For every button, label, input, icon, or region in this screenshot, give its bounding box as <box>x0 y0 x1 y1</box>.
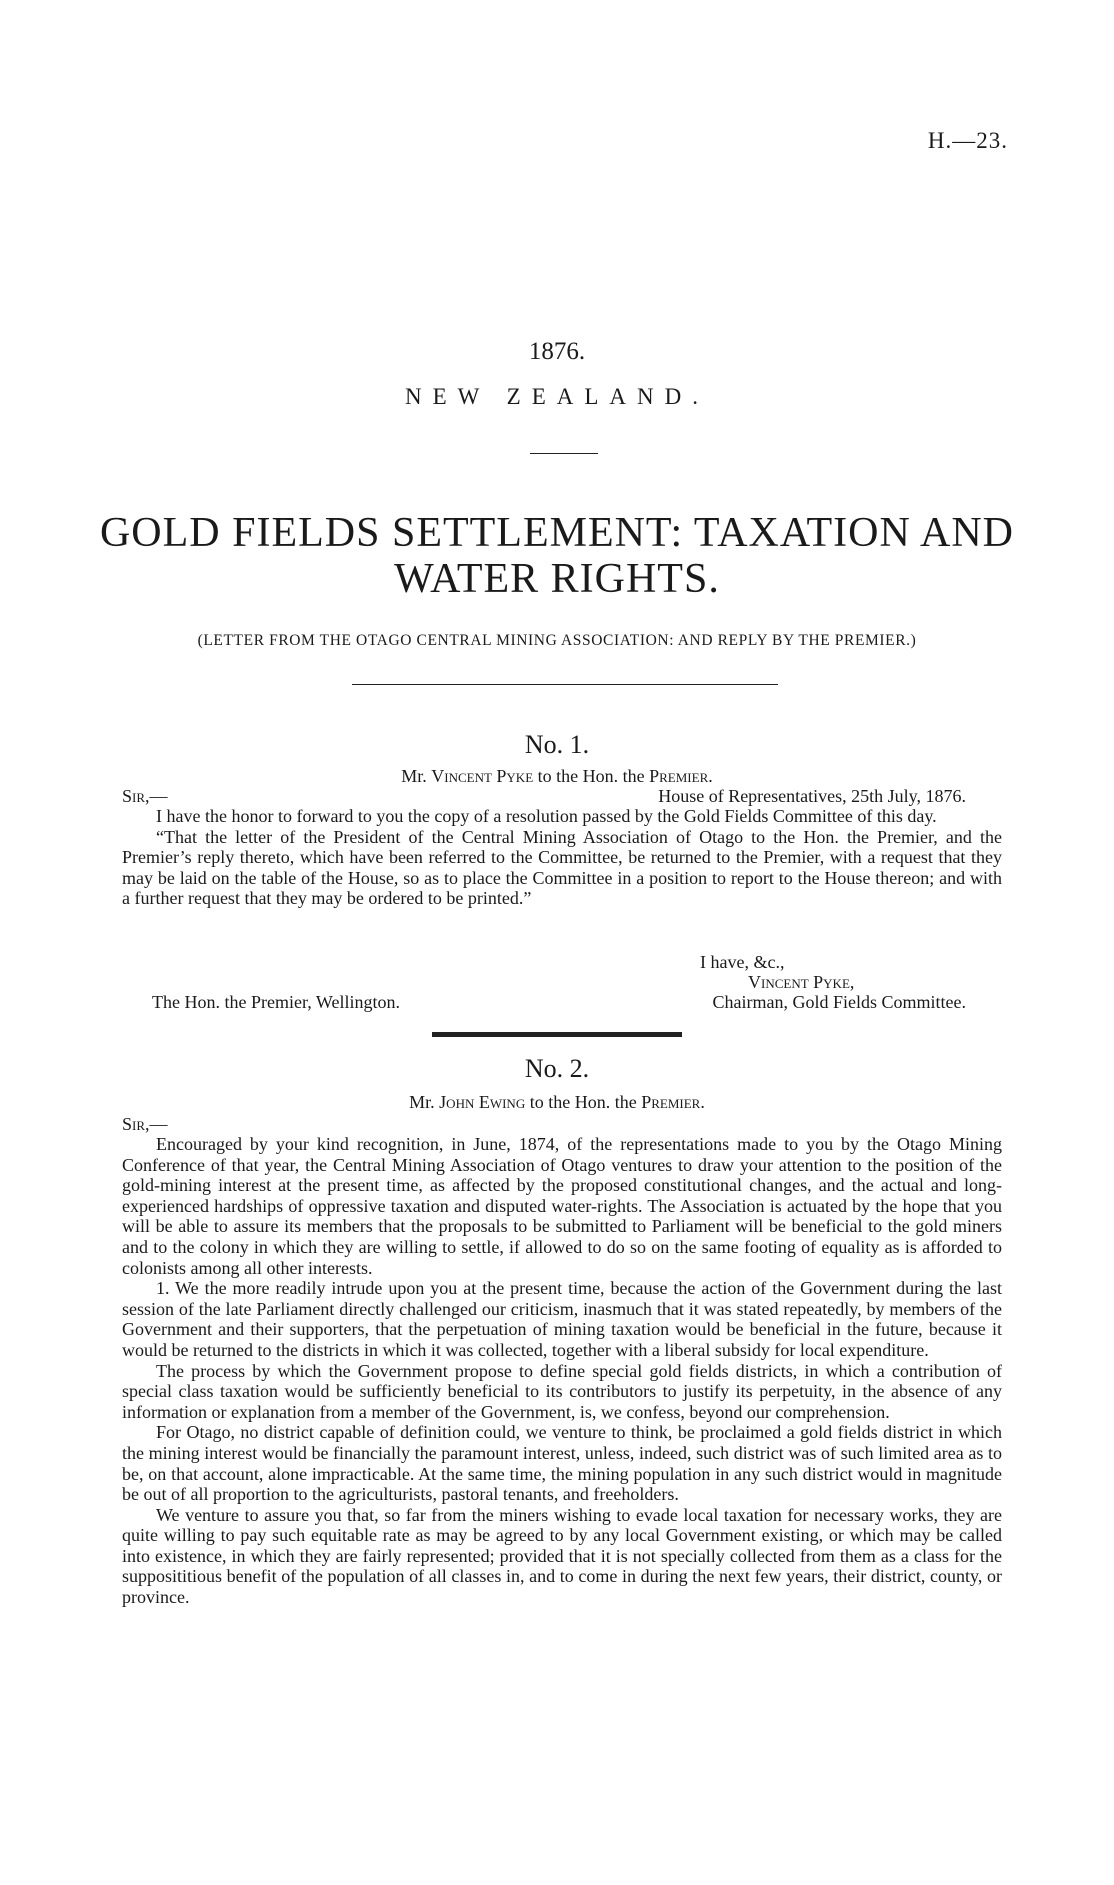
letter-1-body <box>122 806 1002 909</box>
letter-2-heading <box>0 1092 1114 1113</box>
letter-2-paragraph: The process by which the Government propose to define special gold fields districts, in which a contribution of special class taxation would be sufficiently beneficial to its contributors to justify its perpetuity, in the absence of any information or explanation from a member of the Government, is, we confess, beyond our comprehension. <box>122 1360 1002 1422</box>
letter-2-heading-prefix: Mr. <box>409 1092 435 1112</box>
document-subtitle: (LETTER FROM THE OTAGO CENTRAL MINING ASSOCIATION: AND REPLY BY THE PREMIER.) <box>197 632 917 649</box>
letter-2-paragraph: For Otago, no district capable of definition could, we venture to think, be proclaimed a gold fields district in which the mining interest would be financially the paramount interest, unless, indeed, such district was of such limited area as to be, on that account, alone impracticable. At the same time, the mining population in any such district would in magnitude be out of all proportion to the agriculturists, pastoral tenants, and freeholders. <box>122 1422 1002 1505</box>
letter-2-salutation: Sir,— <box>122 1114 168 1134</box>
letter-1-heading-prefix: Mr. <box>401 766 427 786</box>
letter-2-paragraph: Encouraged by your kind recognition, in June, 1874, of the representations made to you by the Otago Mining Conference of that year, the Central Mining Association of Otago ventures to draw your attention to the position of the gold-mining interest at the present time, as affected by the proposed constitutional changes, and the actual and long-experienced hardships of oppressive taxation and disputed water-rights. The Association is actuated by the hope that you will be able to assure its members that the proposals to be submitted to Parliament will be beneficial to the gold miners and to the colony in which they are willing to settle, if allowed to do so on the same footing of equality as is afforded to colonists among all other interests. <box>122 1134 1002 1278</box>
letter-1-recipient: Premier. <box>649 766 713 786</box>
letter-2-recipient: Premier. <box>641 1092 705 1112</box>
letter-2-number: No. 2. <box>524 1054 590 1083</box>
title-line-1: GOLD FIELDS SETTLEMENT: TAXATION AND <box>99 510 1015 556</box>
section-rule <box>352 684 778 685</box>
letter-1-heading <box>0 766 1114 787</box>
title-line-2: WATER RIGHTS. <box>394 556 720 602</box>
page-reference: H.—23. <box>927 128 1008 153</box>
letter-1-signature-title: Chairman, Gold Fields Committee. <box>712 992 966 1012</box>
country: NEW ZEALAND. <box>404 384 710 409</box>
letter-1-sender: Vincent Pyke <box>431 766 534 786</box>
letter-1-signature: Vincent Pyke, <box>748 972 855 992</box>
letter-1-addressee: The Hon. the Premier, Wellington. <box>152 992 400 1012</box>
letter-1-place-date: House of Representatives, 25th July, 1876. <box>658 786 966 806</box>
letter-2-paragraph: 1. We the more readily intrude upon you at the present time, because the action of the Government during the last session of the late Parliament directly challenged our criticism, inasmuch that it was stated repeatedly, by members of the Government and their supporters, that the perpetuation of mining taxation would be beneficial in the future, because it would be returned to the districts in which it was collected, together with a liberal subsidy for local expenditure. <box>122 1278 1002 1360</box>
letter-1-number: No. 1. <box>524 730 590 759</box>
letter-2-body <box>122 1134 1002 1608</box>
document-title <box>0 510 1114 602</box>
letter-1-closing: I have, &c., <box>700 952 785 972</box>
letter-2-paragraph: We venture to assure you that, so far from the miners wishing to evade local taxation for necessary works, they are quite willing to pay such equitable rate as may be agreed to by any local Government existing, or which may be called into existence, in which they are fairly represented; provided that it is not specially collected from them as a class for the supposititious benefit of the population of all classes in, and to come in during the next few years, their district, county, or province. <box>122 1504 1002 1608</box>
letter-divider <box>432 1032 682 1037</box>
letter-1-paragraph: I have the honor to forward to you the copy of a resolution passed by the Gold Fields Committee of this day. <box>156 806 937 826</box>
letter-2-sender: John Ewing <box>439 1092 526 1112</box>
short-rule <box>530 453 598 454</box>
letter-2-heading-mid: to the Hon. the <box>529 1092 637 1112</box>
year: 1876. <box>528 338 586 365</box>
letter-1-heading-mid: to the Hon. the <box>537 766 645 786</box>
letter-1-paragraph: “That the letter of the President of the Central Mining Association of Otago to the Hon. the Premier, and the Premier’s reply thereto, which have been referred to the Committee, be returned to the Premier, with a request that they may be laid on the table of the House, so as to place the Committee in a position to report to the House thereon; and with a further request that they may be ordered to be printed.” <box>122 826 1002 909</box>
letter-1-salutation: Sir,— <box>122 786 168 806</box>
